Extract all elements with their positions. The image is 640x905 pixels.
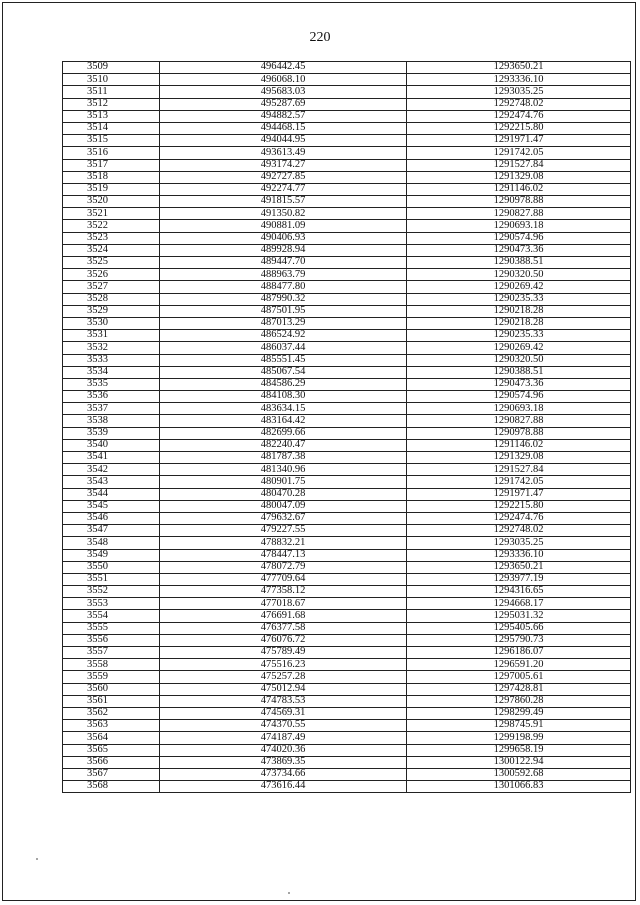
x-coordinate-cell: 476377.58 (160, 622, 407, 634)
y-coordinate-cell: 1298299.49 (407, 707, 631, 719)
point-number-cell: 3516 (63, 147, 160, 159)
table-row (63, 610, 631, 622)
x-coordinate-cell: 481787.38 (160, 452, 407, 464)
x-coordinate-cell: 479632.67 (160, 512, 407, 524)
point-number-cell: 3510 (63, 74, 160, 86)
point-number-cell: 3536 (63, 391, 160, 403)
x-coordinate-cell: 494044.95 (160, 135, 407, 147)
y-coordinate-cell: 1293977.19 (407, 573, 631, 585)
table-row (63, 452, 631, 464)
table-row (63, 378, 631, 390)
y-coordinate-cell: 1291146.02 (407, 183, 631, 195)
y-coordinate-cell: 1300592.68 (407, 768, 631, 780)
y-coordinate-cell: 1290269.42 (407, 342, 631, 354)
table-row (63, 720, 631, 732)
x-coordinate-cell: 492727.85 (160, 171, 407, 183)
point-number-cell: 3512 (63, 98, 160, 110)
table-row (63, 74, 631, 86)
y-coordinate-cell: 1295790.73 (407, 634, 631, 646)
x-coordinate-cell: 482699.66 (160, 427, 407, 439)
scan-speck (288, 892, 290, 894)
x-coordinate-cell: 487501.95 (160, 305, 407, 317)
x-coordinate-cell: 484586.29 (160, 378, 407, 390)
x-coordinate-cell: 473616.44 (160, 781, 407, 793)
point-number-cell: 3528 (63, 293, 160, 305)
point-number-cell: 3545 (63, 500, 160, 512)
table-row (63, 183, 631, 195)
y-coordinate-cell: 1290693.18 (407, 220, 631, 232)
point-number-cell: 3514 (63, 122, 160, 134)
table-row (63, 317, 631, 329)
point-number-cell: 3549 (63, 549, 160, 561)
x-coordinate-cell: 480470.28 (160, 488, 407, 500)
x-coordinate-cell: 495287.69 (160, 98, 407, 110)
page-number: 220 (309, 30, 331, 45)
point-number-cell: 3538 (63, 415, 160, 427)
point-number-cell: 3542 (63, 464, 160, 476)
table-row (63, 586, 631, 598)
table-row (63, 86, 631, 98)
x-coordinate-cell: 477358.12 (160, 586, 407, 598)
point-number-cell: 3521 (63, 208, 160, 220)
x-coordinate-cell: 473869.35 (160, 756, 407, 768)
y-coordinate-cell: 1294668.17 (407, 598, 631, 610)
table-row (63, 647, 631, 659)
y-coordinate-cell: 1292474.76 (407, 512, 631, 524)
table-row (63, 744, 631, 756)
point-number-cell: 3555 (63, 622, 160, 634)
point-number-cell: 3566 (63, 756, 160, 768)
point-number-cell: 3525 (63, 257, 160, 269)
table-row (63, 622, 631, 634)
x-coordinate-cell: 475789.49 (160, 647, 407, 659)
x-coordinate-cell: 488963.79 (160, 269, 407, 281)
coordinates-table (62, 61, 631, 793)
table-row (63, 512, 631, 524)
table-row (63, 220, 631, 232)
y-coordinate-cell: 1290320.50 (407, 269, 631, 281)
x-coordinate-cell: 496442.45 (160, 62, 407, 74)
table-row (63, 427, 631, 439)
y-coordinate-cell: 1290574.96 (407, 391, 631, 403)
y-coordinate-cell: 1293650.21 (407, 561, 631, 573)
table-row (63, 366, 631, 378)
y-coordinate-cell: 1292474.76 (407, 110, 631, 122)
y-coordinate-cell: 1291329.08 (407, 171, 631, 183)
y-coordinate-cell: 1290978.88 (407, 196, 631, 208)
x-coordinate-cell: 493613.49 (160, 147, 407, 159)
x-coordinate-cell: 474187.49 (160, 732, 407, 744)
point-number-cell: 3534 (63, 366, 160, 378)
table-row (63, 707, 631, 719)
y-coordinate-cell: 1296591.20 (407, 659, 631, 671)
y-coordinate-cell: 1295405.66 (407, 622, 631, 634)
y-coordinate-cell: 1290827.88 (407, 415, 631, 427)
table-row (63, 135, 631, 147)
x-coordinate-cell: 491350.82 (160, 208, 407, 220)
x-coordinate-cell: 474569.31 (160, 707, 407, 719)
table-row (63, 500, 631, 512)
y-coordinate-cell: 1291146.02 (407, 439, 631, 451)
point-number-cell: 3509 (63, 62, 160, 74)
table-row (63, 464, 631, 476)
x-coordinate-cell: 488477.80 (160, 281, 407, 293)
table-row (63, 257, 631, 269)
y-coordinate-cell: 1292748.02 (407, 98, 631, 110)
y-coordinate-cell: 1290693.18 (407, 403, 631, 415)
y-coordinate-cell: 1291742.05 (407, 147, 631, 159)
y-coordinate-cell: 1290978.88 (407, 427, 631, 439)
x-coordinate-cell: 474783.53 (160, 695, 407, 707)
y-coordinate-cell: 1293336.10 (407, 549, 631, 561)
point-number-cell: 3550 (63, 561, 160, 573)
point-number-cell: 3523 (63, 232, 160, 244)
point-number-cell: 3564 (63, 732, 160, 744)
point-number-cell: 3524 (63, 244, 160, 256)
y-coordinate-cell: 1290827.88 (407, 208, 631, 220)
point-number-cell: 3532 (63, 342, 160, 354)
x-coordinate-cell: 490881.09 (160, 220, 407, 232)
point-number-cell: 3558 (63, 659, 160, 671)
y-coordinate-cell: 1299198.99 (407, 732, 631, 744)
point-number-cell: 3531 (63, 330, 160, 342)
x-coordinate-cell: 476076.72 (160, 634, 407, 646)
x-coordinate-cell: 476691.68 (160, 610, 407, 622)
point-number-cell: 3541 (63, 452, 160, 464)
y-coordinate-cell: 1290218.28 (407, 305, 631, 317)
point-number-cell: 3556 (63, 634, 160, 646)
table-row (63, 781, 631, 793)
y-coordinate-cell: 1290473.36 (407, 378, 631, 390)
x-coordinate-cell: 477709.64 (160, 573, 407, 585)
point-number-cell: 3561 (63, 695, 160, 707)
y-coordinate-cell: 1290473.36 (407, 244, 631, 256)
y-coordinate-cell: 1300122.94 (407, 756, 631, 768)
table-row (63, 756, 631, 768)
y-coordinate-cell: 1290269.42 (407, 281, 631, 293)
point-number-cell: 3565 (63, 744, 160, 756)
table-row (63, 683, 631, 695)
x-coordinate-cell: 481340.96 (160, 464, 407, 476)
table-row (63, 671, 631, 683)
table-row (63, 62, 631, 74)
point-number-cell: 3554 (63, 610, 160, 622)
table-row (63, 573, 631, 585)
x-coordinate-cell: 477018.67 (160, 598, 407, 610)
table-row (63, 342, 631, 354)
y-coordinate-cell: 1296186.07 (407, 647, 631, 659)
y-coordinate-cell: 1299658.19 (407, 744, 631, 756)
table-row (63, 549, 631, 561)
x-coordinate-cell: 486037.44 (160, 342, 407, 354)
y-coordinate-cell: 1291527.84 (407, 464, 631, 476)
x-coordinate-cell: 489928.94 (160, 244, 407, 256)
table-row (63, 537, 631, 549)
table-row (63, 147, 631, 159)
table-row (63, 525, 631, 537)
point-number-cell: 3551 (63, 573, 160, 585)
y-coordinate-cell: 1293336.10 (407, 74, 631, 86)
y-coordinate-cell: 1291971.47 (407, 488, 631, 500)
table-row (63, 196, 631, 208)
x-coordinate-cell: 485551.45 (160, 354, 407, 366)
x-coordinate-cell: 483634.15 (160, 403, 407, 415)
x-coordinate-cell: 474370.55 (160, 720, 407, 732)
y-coordinate-cell: 1290235.33 (407, 293, 631, 305)
table-row (63, 330, 631, 342)
y-coordinate-cell: 1291527.84 (407, 159, 631, 171)
y-coordinate-cell: 1291742.05 (407, 476, 631, 488)
table-row (63, 391, 631, 403)
x-coordinate-cell: 494468.15 (160, 122, 407, 134)
point-number-cell: 3544 (63, 488, 160, 500)
point-number-cell: 3553 (63, 598, 160, 610)
point-number-cell: 3522 (63, 220, 160, 232)
x-coordinate-cell: 484108.30 (160, 391, 407, 403)
point-number-cell: 3535 (63, 378, 160, 390)
table-row (63, 476, 631, 488)
x-coordinate-cell: 480901.75 (160, 476, 407, 488)
y-coordinate-cell: 1297860.28 (407, 695, 631, 707)
y-coordinate-cell: 1293035.25 (407, 537, 631, 549)
y-coordinate-cell: 1291329.08 (407, 452, 631, 464)
x-coordinate-cell: 483164.42 (160, 415, 407, 427)
y-coordinate-cell: 1293650.21 (407, 62, 631, 74)
y-coordinate-cell: 1291971.47 (407, 135, 631, 147)
x-coordinate-cell: 485067.54 (160, 366, 407, 378)
table-row (63, 232, 631, 244)
table-row (63, 439, 631, 451)
point-number-cell: 3513 (63, 110, 160, 122)
x-coordinate-cell: 482240.47 (160, 439, 407, 451)
y-coordinate-cell: 1298745.91 (407, 720, 631, 732)
point-number-cell: 3568 (63, 781, 160, 793)
y-coordinate-cell: 1293035.25 (407, 86, 631, 98)
y-coordinate-cell: 1301066.83 (407, 781, 631, 793)
x-coordinate-cell: 495683.03 (160, 86, 407, 98)
point-number-cell: 3519 (63, 183, 160, 195)
table-row (63, 293, 631, 305)
table-row (63, 281, 631, 293)
point-number-cell: 3526 (63, 269, 160, 281)
table-row (63, 269, 631, 281)
x-coordinate-cell: 487990.32 (160, 293, 407, 305)
table-row (63, 305, 631, 317)
table-row (63, 598, 631, 610)
x-coordinate-cell: 475257.28 (160, 671, 407, 683)
table-row (63, 732, 631, 744)
point-number-cell: 3533 (63, 354, 160, 366)
x-coordinate-cell: 479227.55 (160, 525, 407, 537)
point-number-cell: 3539 (63, 427, 160, 439)
table-row (63, 171, 631, 183)
x-coordinate-cell: 492274.77 (160, 183, 407, 195)
table-row (63, 659, 631, 671)
x-coordinate-cell: 496068.10 (160, 74, 407, 86)
point-number-cell: 3537 (63, 403, 160, 415)
y-coordinate-cell: 1290388.51 (407, 366, 631, 378)
point-number-cell: 3567 (63, 768, 160, 780)
y-coordinate-cell: 1295031.32 (407, 610, 631, 622)
point-number-cell: 3547 (63, 525, 160, 537)
x-coordinate-cell: 490406.93 (160, 232, 407, 244)
x-coordinate-cell: 478447.13 (160, 549, 407, 561)
scan-speck (36, 858, 38, 860)
table-row (63, 768, 631, 780)
point-number-cell: 3543 (63, 476, 160, 488)
x-coordinate-cell: 487013.29 (160, 317, 407, 329)
x-coordinate-cell: 494882.57 (160, 110, 407, 122)
y-coordinate-cell: 1294316.65 (407, 586, 631, 598)
point-number-cell: 3520 (63, 196, 160, 208)
x-coordinate-cell: 475516.23 (160, 659, 407, 671)
coordinates-table-body (63, 62, 631, 793)
point-number-cell: 3546 (63, 512, 160, 524)
point-number-cell: 3527 (63, 281, 160, 293)
point-number-cell: 3548 (63, 537, 160, 549)
point-number-cell: 3515 (63, 135, 160, 147)
y-coordinate-cell: 1297428.81 (407, 683, 631, 695)
x-coordinate-cell: 480047.09 (160, 500, 407, 512)
point-number-cell: 3562 (63, 707, 160, 719)
table-row (63, 561, 631, 573)
y-coordinate-cell: 1290235.33 (407, 330, 631, 342)
table-row (63, 244, 631, 256)
y-coordinate-cell: 1292748.02 (407, 525, 631, 537)
table-row (63, 122, 631, 134)
point-number-cell: 3560 (63, 683, 160, 695)
x-coordinate-cell: 493174.27 (160, 159, 407, 171)
y-coordinate-cell: 1292215.80 (407, 500, 631, 512)
table-row (63, 488, 631, 500)
point-number-cell: 3530 (63, 317, 160, 329)
table-row (63, 403, 631, 415)
point-number-cell: 3511 (63, 86, 160, 98)
y-coordinate-cell: 1290320.50 (407, 354, 631, 366)
x-coordinate-cell: 489447.70 (160, 257, 407, 269)
y-coordinate-cell: 1290218.28 (407, 317, 631, 329)
point-number-cell: 3540 (63, 439, 160, 451)
y-coordinate-cell: 1292215.80 (407, 122, 631, 134)
point-number-cell: 3559 (63, 671, 160, 683)
table-row (63, 695, 631, 707)
y-coordinate-cell: 1297005.61 (407, 671, 631, 683)
table-row (63, 98, 631, 110)
x-coordinate-cell: 478832.21 (160, 537, 407, 549)
point-number-cell: 3557 (63, 647, 160, 659)
table-row (63, 415, 631, 427)
x-coordinate-cell: 478072.79 (160, 561, 407, 573)
table-row (63, 634, 631, 646)
table-row (63, 354, 631, 366)
x-coordinate-cell: 475012.94 (160, 683, 407, 695)
table-row (63, 208, 631, 220)
x-coordinate-cell: 491815.57 (160, 196, 407, 208)
x-coordinate-cell: 474020.36 (160, 744, 407, 756)
point-number-cell: 3517 (63, 159, 160, 171)
y-coordinate-cell: 1290388.51 (407, 257, 631, 269)
table-row (63, 110, 631, 122)
x-coordinate-cell: 486524.92 (160, 330, 407, 342)
point-number-cell: 3518 (63, 171, 160, 183)
point-number-cell: 3552 (63, 586, 160, 598)
point-number-cell: 3563 (63, 720, 160, 732)
point-number-cell: 3529 (63, 305, 160, 317)
x-coordinate-cell: 473734.66 (160, 768, 407, 780)
table-row (63, 159, 631, 171)
y-coordinate-cell: 1290574.96 (407, 232, 631, 244)
